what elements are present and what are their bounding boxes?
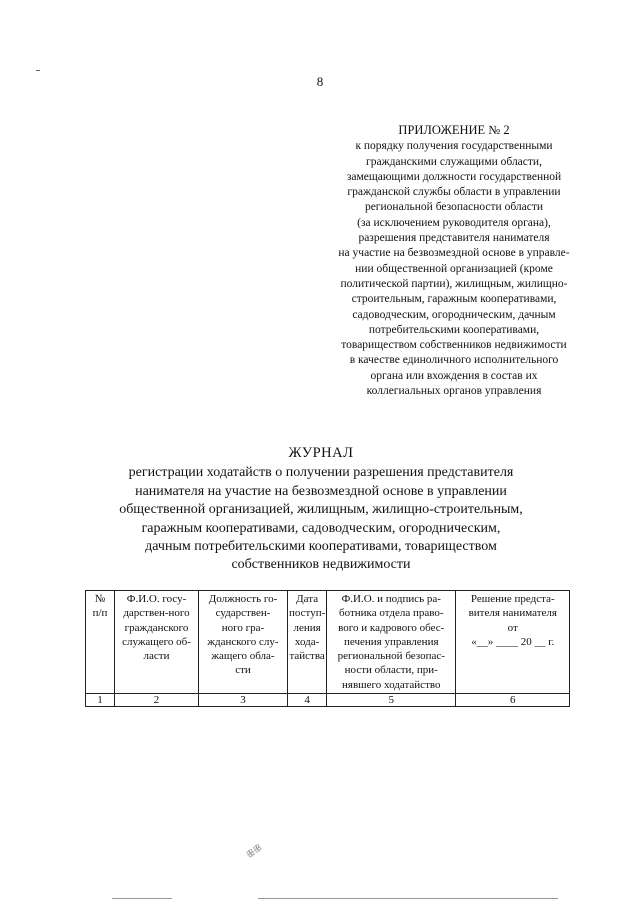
column-header-line: ласти: [143, 650, 170, 663]
column-header-1: [86, 591, 115, 694]
table-column-numbers-row: [86, 694, 570, 707]
column-header-2: [115, 591, 199, 694]
appendix-line: (за исключением руководителя органа),: [357, 216, 551, 229]
column-header-line: вителя нанимателя: [468, 607, 557, 620]
column-number-cell: 2: [115, 694, 199, 707]
column-header-5: [327, 591, 456, 694]
journal-heading: [86, 444, 556, 575]
column-header-line: хода-: [294, 635, 320, 648]
appendix-line: к порядку получения государственными: [355, 140, 553, 153]
column-header-line: дарствен-ного: [123, 607, 190, 620]
column-header-line: Ф.И.О. госу-: [126, 593, 187, 605]
journal-subtitle-line: общественной организацией, жилищным, жилищно-строительным,: [119, 502, 523, 518]
scan-mark: [36, 70, 40, 71]
column-header-line: Решение предста-: [470, 593, 555, 605]
journal-subtitle-line: собственников недвижимости: [231, 557, 411, 573]
column-header-3: [199, 591, 288, 694]
column-header-line: служащего об-: [122, 635, 191, 648]
column-header-line: гражданского: [124, 621, 189, 634]
column-header-line: сти: [235, 664, 251, 677]
appendix-line: коллегиальных органов управления: [366, 385, 542, 398]
scan-edge-line: [258, 898, 558, 899]
column-header-line: ботника отдела право-: [339, 607, 444, 620]
journal-subtitle-line: регистрации ходатайств о получении разрешения представителя: [128, 465, 514, 481]
column-header-6: [456, 591, 570, 694]
appendix-line: садоводческим, огородническим, дачным: [352, 308, 556, 321]
appendix-text: [318, 139, 590, 399]
column-header-line: ного гра-: [221, 621, 265, 634]
column-header-line: поступ-: [289, 607, 326, 620]
column-header-line: ления: [293, 621, 321, 634]
appendix-line: товариществом собственников недвижимости: [341, 339, 567, 352]
column-header-line: тайства: [289, 650, 325, 663]
column-header-line: вого и кадрового обес-: [338, 621, 445, 634]
appendix-line: региональной безопасности области: [364, 201, 544, 214]
column-header-line: Должность го-: [208, 593, 278, 605]
column-header-line: от: [507, 621, 518, 634]
journal-title: ЖУРНАЛ: [288, 445, 354, 461]
appendix-line: строительным, гаражным кооперативами,: [351, 293, 557, 306]
column-header-line: сударствен-: [215, 607, 271, 620]
scan-edge-line: [112, 898, 172, 899]
table-header-row: [86, 591, 570, 694]
column-header-line: Ф.И.О. и подпись ра-: [341, 593, 441, 605]
column-header-line: жданского слу-: [207, 635, 279, 648]
appendix-line: нии общественной организацией (кроме: [355, 262, 553, 275]
column-header-line: Дата: [296, 593, 319, 605]
appendix-line: гражданской службы области в управлении: [347, 186, 561, 199]
journal-subtitle-line: гаражным кооперативами, садоводческим, огородническим,: [141, 520, 501, 536]
column-header-4: [288, 591, 327, 694]
journal-subtitle: [86, 464, 556, 574]
column-header-line: региональной безопас-: [337, 650, 445, 663]
appendix-title: ПРИЛОЖЕНИЕ № 2: [398, 123, 510, 137]
appendix-line: потребительскими кооперативами,: [368, 323, 540, 336]
column-header-line: №: [94, 593, 106, 605]
appendix-line: в качестве единоличного исполнительного: [349, 354, 559, 367]
column-header-line: жащего обла-: [211, 650, 275, 663]
column-header-line: п/п: [92, 607, 108, 620]
appendix-line: политической партии), жилищным, жилищно-: [340, 277, 568, 290]
page-number: 8: [316, 74, 324, 89]
appendix-line: органа или вхождения в состав их: [370, 369, 538, 382]
column-header-line: нявшего ходатайство: [342, 678, 441, 691]
column-number-cell: 3: [199, 694, 288, 707]
appendix-line: разрешения представителя нанимателя: [358, 232, 550, 245]
column-number-cell: 5: [327, 694, 456, 707]
journal-subtitle-line: нанимателя на участие на безвозмездной основе в управлении: [135, 483, 507, 499]
column-number-cell: 4: [288, 694, 327, 707]
registration-table: [85, 590, 570, 707]
appendix-line: замещающими должности государственной: [346, 170, 562, 183]
column-header-line: «__» ____ 20 __ г.: [471, 635, 555, 648]
appendix-line: гражданскими служащими области,: [366, 155, 542, 168]
column-number-cell: 1: [86, 694, 115, 707]
scan-stamp-mark: ꕥꕥ: [244, 842, 264, 860]
column-number-cell: 6: [456, 694, 570, 707]
column-header-line: ности области, при-: [344, 664, 438, 677]
appendix-line: на участие на безвозмездной основе в управле-: [338, 247, 570, 260]
column-header-line: печения управления: [344, 635, 439, 648]
appendix-block: [318, 123, 590, 399]
journal-subtitle-line: дачным потребительскими кооперативами, товариществом: [145, 539, 497, 555]
